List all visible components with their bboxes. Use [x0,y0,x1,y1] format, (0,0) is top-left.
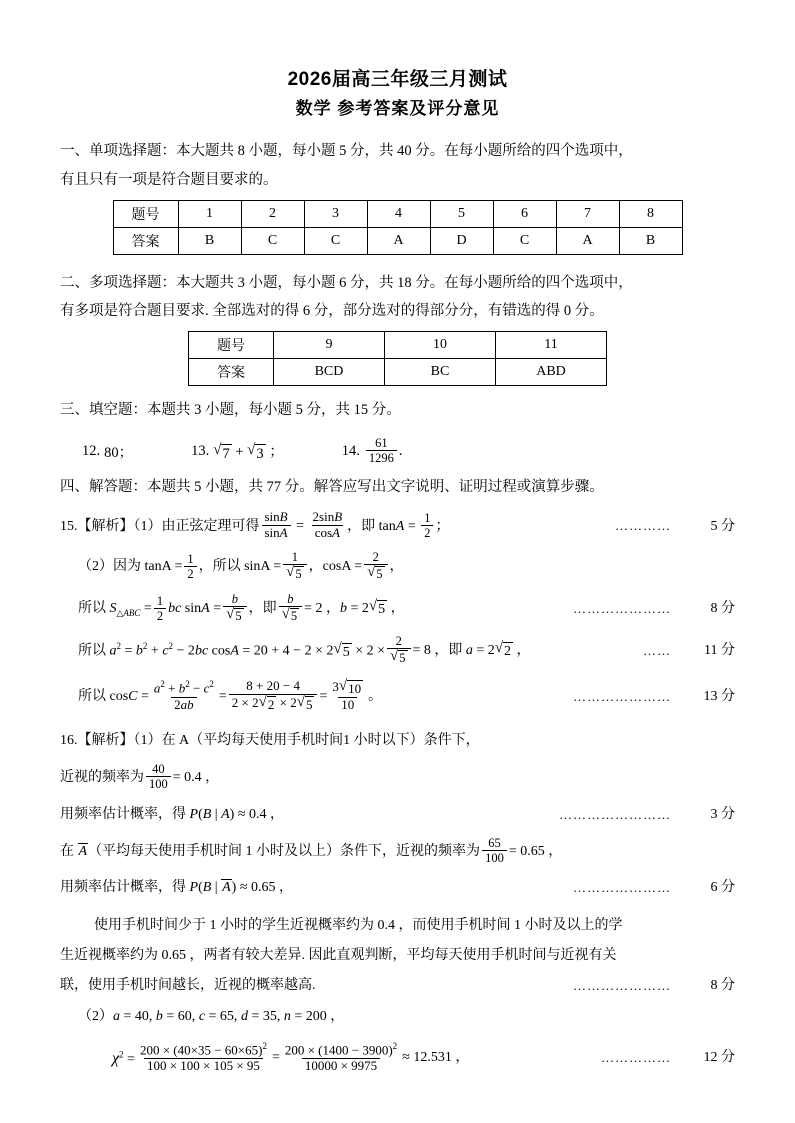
question-number: 2 [241,200,304,227]
q16-score-1: 3 分 [710,806,735,822]
answer-cell: B [178,227,241,254]
fill-value-14-rendered: $\frac{61}{1296}$ . [364,437,403,467]
q16-line-8 [60,973,735,999]
q16-label: 16.【解析】（1）在 A（平均每天使用手机时间1 小时以下）条件下， [60,733,480,749]
table-row [189,332,607,359]
section-4-heading-line1: 四、解答题：本题共 5 小题，共 77 分。解答应写出文字说明、证明过程或演算步骤。 [60,479,604,496]
answer-cell: A [367,227,430,254]
question-number: 4 [367,200,430,227]
answer-cell: B [619,227,682,254]
q15-label: 15.【解析】（1）由正弦定理可得 [60,518,260,534]
q16-line-8-text: 联，使用手机时间越长，近视的概率越高. [60,978,316,994]
question-number: 11 [496,332,607,359]
q16-line-6 [60,913,735,939]
section-2-heading-line2: 有多项是符合题目要求. 全部选对的得 6 分，部分选对的得部分分，有错选的得 0 分。 [60,303,604,320]
q15-line-4-b: = 8 ，即 a = 2 √ 2 ， [412,640,531,660]
question-number: 1 [178,200,241,227]
q16-line-3 [60,802,735,828]
table-row [113,227,682,254]
q15-line-3-b: bc sinA = [168,601,222,617]
q15-line-2-d: ， [389,559,404,575]
answer-cell: A [556,227,619,254]
answer-cell: C [304,227,367,254]
answer-cell: ABD [496,359,607,386]
section-2-heading [60,269,735,326]
question-number: 3 [304,200,367,227]
q16-line-4-a: 在 A（平均每天使用手机时间 1 小时及以上）条件下，近视的频率为 [60,843,481,859]
section-3-heading-line1: 三、填空题：本题共 3 小题，每小题 5 分，共 15 分。 [60,402,401,419]
q16-line-5 [60,875,735,901]
q15-line-5-c: = [319,689,328,705]
fill-item-14 [342,437,403,467]
q16-dots-4: …………… [601,1050,671,1066]
question-number: 7 [556,200,619,227]
answer-cell: D [430,227,493,254]
table-row [189,359,607,386]
fill-no-12: 12. [82,443,101,460]
fill-no-14: 14. [341,443,360,460]
q16-score-3: 8 分 [710,978,735,994]
fill-value-13-rendered: √ 7 + √ 3 ； [213,441,284,462]
q16-line-9-text: （2）a = 40, b = 60, c = 65, d = 35, n = 200 ， [78,1008,345,1024]
solutions-body [60,511,735,1075]
q15-line-4-a: 所以 $a^2 = b^2 + c^2 - 2bc$ cosA = 20 + 4 − 2 × 2 √ 5 × 2 × [78,640,386,660]
section-3-heading [60,396,735,424]
q15-line-2-b: ，所以 sinA = [198,559,282,575]
page-subtitle: 数学 参考答案及评分意见 [295,98,500,118]
q16-line-10-c: ≈ 12.531 ， [402,1050,470,1066]
q15-line-3: 所以 $S_{\triangle ABC}$ = $\frac{1}{2}$ bc sinA = b √ 5 ，即 b √ 5 = 2 ，b = 2 √ 5 ， ………………… 8 分 [78,591,735,624]
q16-line-7 [60,943,735,969]
q15-dots-4: ………………… [573,688,671,704]
q15-line-5: 所以 cosC = $\frac{a^2 + b^2 - c^2}{2ab}$ = 8 + 20 − 4 2 × 2 √ 2 × 2 √ 5 = 3 √ 10 10 。 ………………… 13 分 [78,677,735,713]
q15-line-5-a: 所以 cosC = [78,689,149,705]
answer-cell: C [241,227,304,254]
document-title-block [60,66,735,123]
multi-choice-answer-table [188,331,607,386]
q16-line-2-b: = 0.4 ， [172,769,220,785]
q15-line-4: 所以 $a^2 = b^2 + c^2 - 2bc$ cosA = 20 + 4 − 2 × 2 √ 5 × 2 × 2 √ 5 = 8 ，即 a = 2 √ 2 ， …… 11 分 [78,633,735,666]
row-label-answer: 答案 [113,227,178,254]
fill-item-13 [191,440,284,463]
answer-cell: BCD [274,359,385,386]
fill-value-12: 80； [104,445,134,462]
q15-line-3-c: ，即 [248,601,277,617]
q15-score-4: 13 分 [703,689,735,705]
question-number: 10 [385,332,496,359]
q16-line-10: $\chi^2$ = $\frac{200 \times (40\times 35 - 60\times 65)^2}{100 \times 100 \times 105 \times 95}$ = $\frac{200 \times (1400 - 3900)^2}{10000 \times 9975}$ ≈ 12.531 ， …………… 12 分 [112,1040,735,1074]
section-2-heading-line1: 二、多项选择题：本大题共 3 小题，每小题 6 分，共 18 分。在每小题所给的四个选项中， [60,274,633,291]
section-4-heading [60,474,735,502]
q16-line-10-b: = [271,1050,280,1066]
q15-dots-3: …… [643,643,671,659]
q15-dots-1: ………… [615,518,671,534]
q16-dots-1: …………………… [559,806,671,822]
fill-in-blank-answers [60,437,735,467]
section-1-heading-line2: 有且只有一项是符合题目要求的。 [60,171,278,188]
q15-line-3-a: 所以 $S_{\triangle ABC}$ = [78,601,152,619]
q15-score-1: 5 分 [710,518,735,534]
q16-line-4-b: = 0.65 ， [508,843,563,859]
q15-line-2: （2）因为 tanA = $\frac{1}{2}$ ，所以 sinA = 1 √ 5 ，cosA = 2 √ 5 ， [78,549,404,582]
answer-cell: BC [385,359,496,386]
q15-line-3-d: = 2 ，b = 2 √ 5 ， [304,598,405,618]
q16-score-4: 12 分 [703,1050,735,1066]
question-number: 9 [274,332,385,359]
q15-score-3: 11 分 [704,643,735,659]
q15-line-5-d: 。 [368,689,383,705]
q15-dots-2: ………………… [573,601,671,617]
q16-score-2: 6 分 [710,880,735,896]
page-title: 2026届高三年级三月测试 [287,69,508,90]
q16-chi-label: $\chi^2$ = [112,1048,135,1067]
q16-line-2-a: 近视的频率为 [60,769,144,785]
question-number: 8 [619,200,682,227]
q16-line-3-a: 用频率估计概率，得 P(B | A) ≈ 0.4 ， [60,806,285,822]
q15-line-2-c: ，cosA = [308,559,363,575]
section-1-heading [60,137,735,194]
q15-eq-1-tail: ，即 tanA = $\frac{1}{2}$ ； [347,510,450,540]
question-number: 5 [430,200,493,227]
q16-line-2: 近视的频率为 $\frac{40}{100}$ = 0.4 ， [60,761,220,792]
section-1-heading-line1: 一、单项选择题：本大题共 8 小题，每小题 5 分，共 40 分。在每小题所给的四个选项中， [60,143,633,160]
q16-line-4: 在 A（平均每天使用手机时间 1 小时及以上）条件下，近视的频率为 $\frac{65}{100}$ = 0.65 ， [60,835,563,865]
single-choice-answer-table [113,200,683,255]
q15-line-1 [60,511,735,542]
q15-score-2: 8 分 [710,601,735,617]
q16-line-7-text: 生近视概率约为 0.65 ，两者有较大差异. 因此直观判断，平均每天使用手机时间与近视有关 [60,948,617,964]
q16-line-6-text: 使用手机时间少于 1 小时的学生近视概率约为 0.4 ，而使用手机时间 1 小时及以上的学 [94,918,623,934]
q16-dots-3: ………………… [573,977,671,993]
answer-cell: C [493,227,556,254]
table-row [113,200,682,227]
row-label-question: 题号 [113,200,178,227]
q15-eq-1: $\frac{\sin B}{\sin A}$ = $\frac{2\sin B}{\cos A}$ [260,511,348,542]
q15-line-5-b: = [218,689,227,705]
question-number: 6 [493,200,556,227]
q16-line-1 [60,728,735,754]
fill-item-12 [82,441,133,462]
row-label-answer: 答案 [189,359,274,386]
row-label-question: 题号 [189,332,274,359]
q16-line-5-a: 用频率估计概率，得 P(B | A) ≈ 0.65 ， [60,880,294,896]
q15-line-2-a: （2）因为 tanA = [78,559,183,575]
fill-no-13: 13. [191,443,210,460]
q16-line-9 [60,1004,735,1030]
q16-dots-2: ………………… [573,880,671,896]
